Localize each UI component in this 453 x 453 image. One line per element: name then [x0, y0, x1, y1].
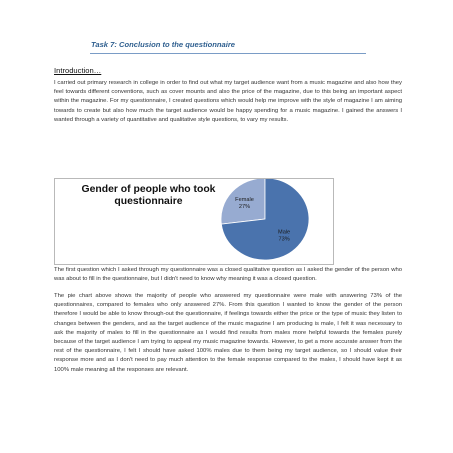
pie-chart-svg	[55, 179, 333, 264]
pie-label-female: Female	[235, 197, 254, 204]
section-heading	[54, 66, 101, 75]
pie-chart	[54, 178, 334, 265]
task-title: Task 7: Conclusion to the questionnaire	[91, 40, 236, 49]
pie-label-male: Male	[278, 229, 291, 236]
question-paragraph: The first question which I asked through my questionnaire was a closed qualitative question as I asked the gender of the person who was about to fill in the questionnaire, but I didn't need to know why meaning it was a closed question.	[54, 267, 402, 283]
title-underline	[90, 53, 366, 54]
pie-value-female: 27%	[238, 204, 251, 211]
pie-value-male: 73%	[278, 236, 290, 243]
chart-title: Gender of people who took questionnaire	[81, 184, 216, 207]
section-heading-text: Introduction…	[54, 66, 102, 75]
intro-paragraph: I carried out primary research in college in order to find out what my target audience want from a music magazine and also how they feel towards different conventions, such as cover mounts and also the price of the magazine, due to this being an important aspect within the magazine. For my questionnaire, I created questions which would help me improve with the style of magazine I am aiming towards to create but also how much the target audience would be happy spending for a music magazine. I gained the answers I wanted through a variety of quantitative and qualitative style questions, to vary my results.	[54, 80, 402, 123]
analysis-paragraph: The pie chart above shows the majority of people who answered my questionnaire were male with answering 73% of the questionnaires, compared to females who only answered 27%. From this question I wanted to know the gender of the person therefore I would be able to know through-out the questionnaire, if feelings towards either the price or the type of music they listen to changes between the genders, and as the target audience of the music magazine I am producing is male, I felt it was necessary to ask the majority of males to fill in the questionnaire as I would find results from males more helpful towards the females purely because of the target audience I am trying to appeal my music magazine towards. However, to get a more accurate answer from the rest of the questionnaire, I felt I should have asked 100% males due to them being my target audience, so I should value their response more and as I don't need to pay much attention to the female response compared to the males, I should have kept it as 100% male meaning all the responses are relevant.	[54, 293, 402, 373]
